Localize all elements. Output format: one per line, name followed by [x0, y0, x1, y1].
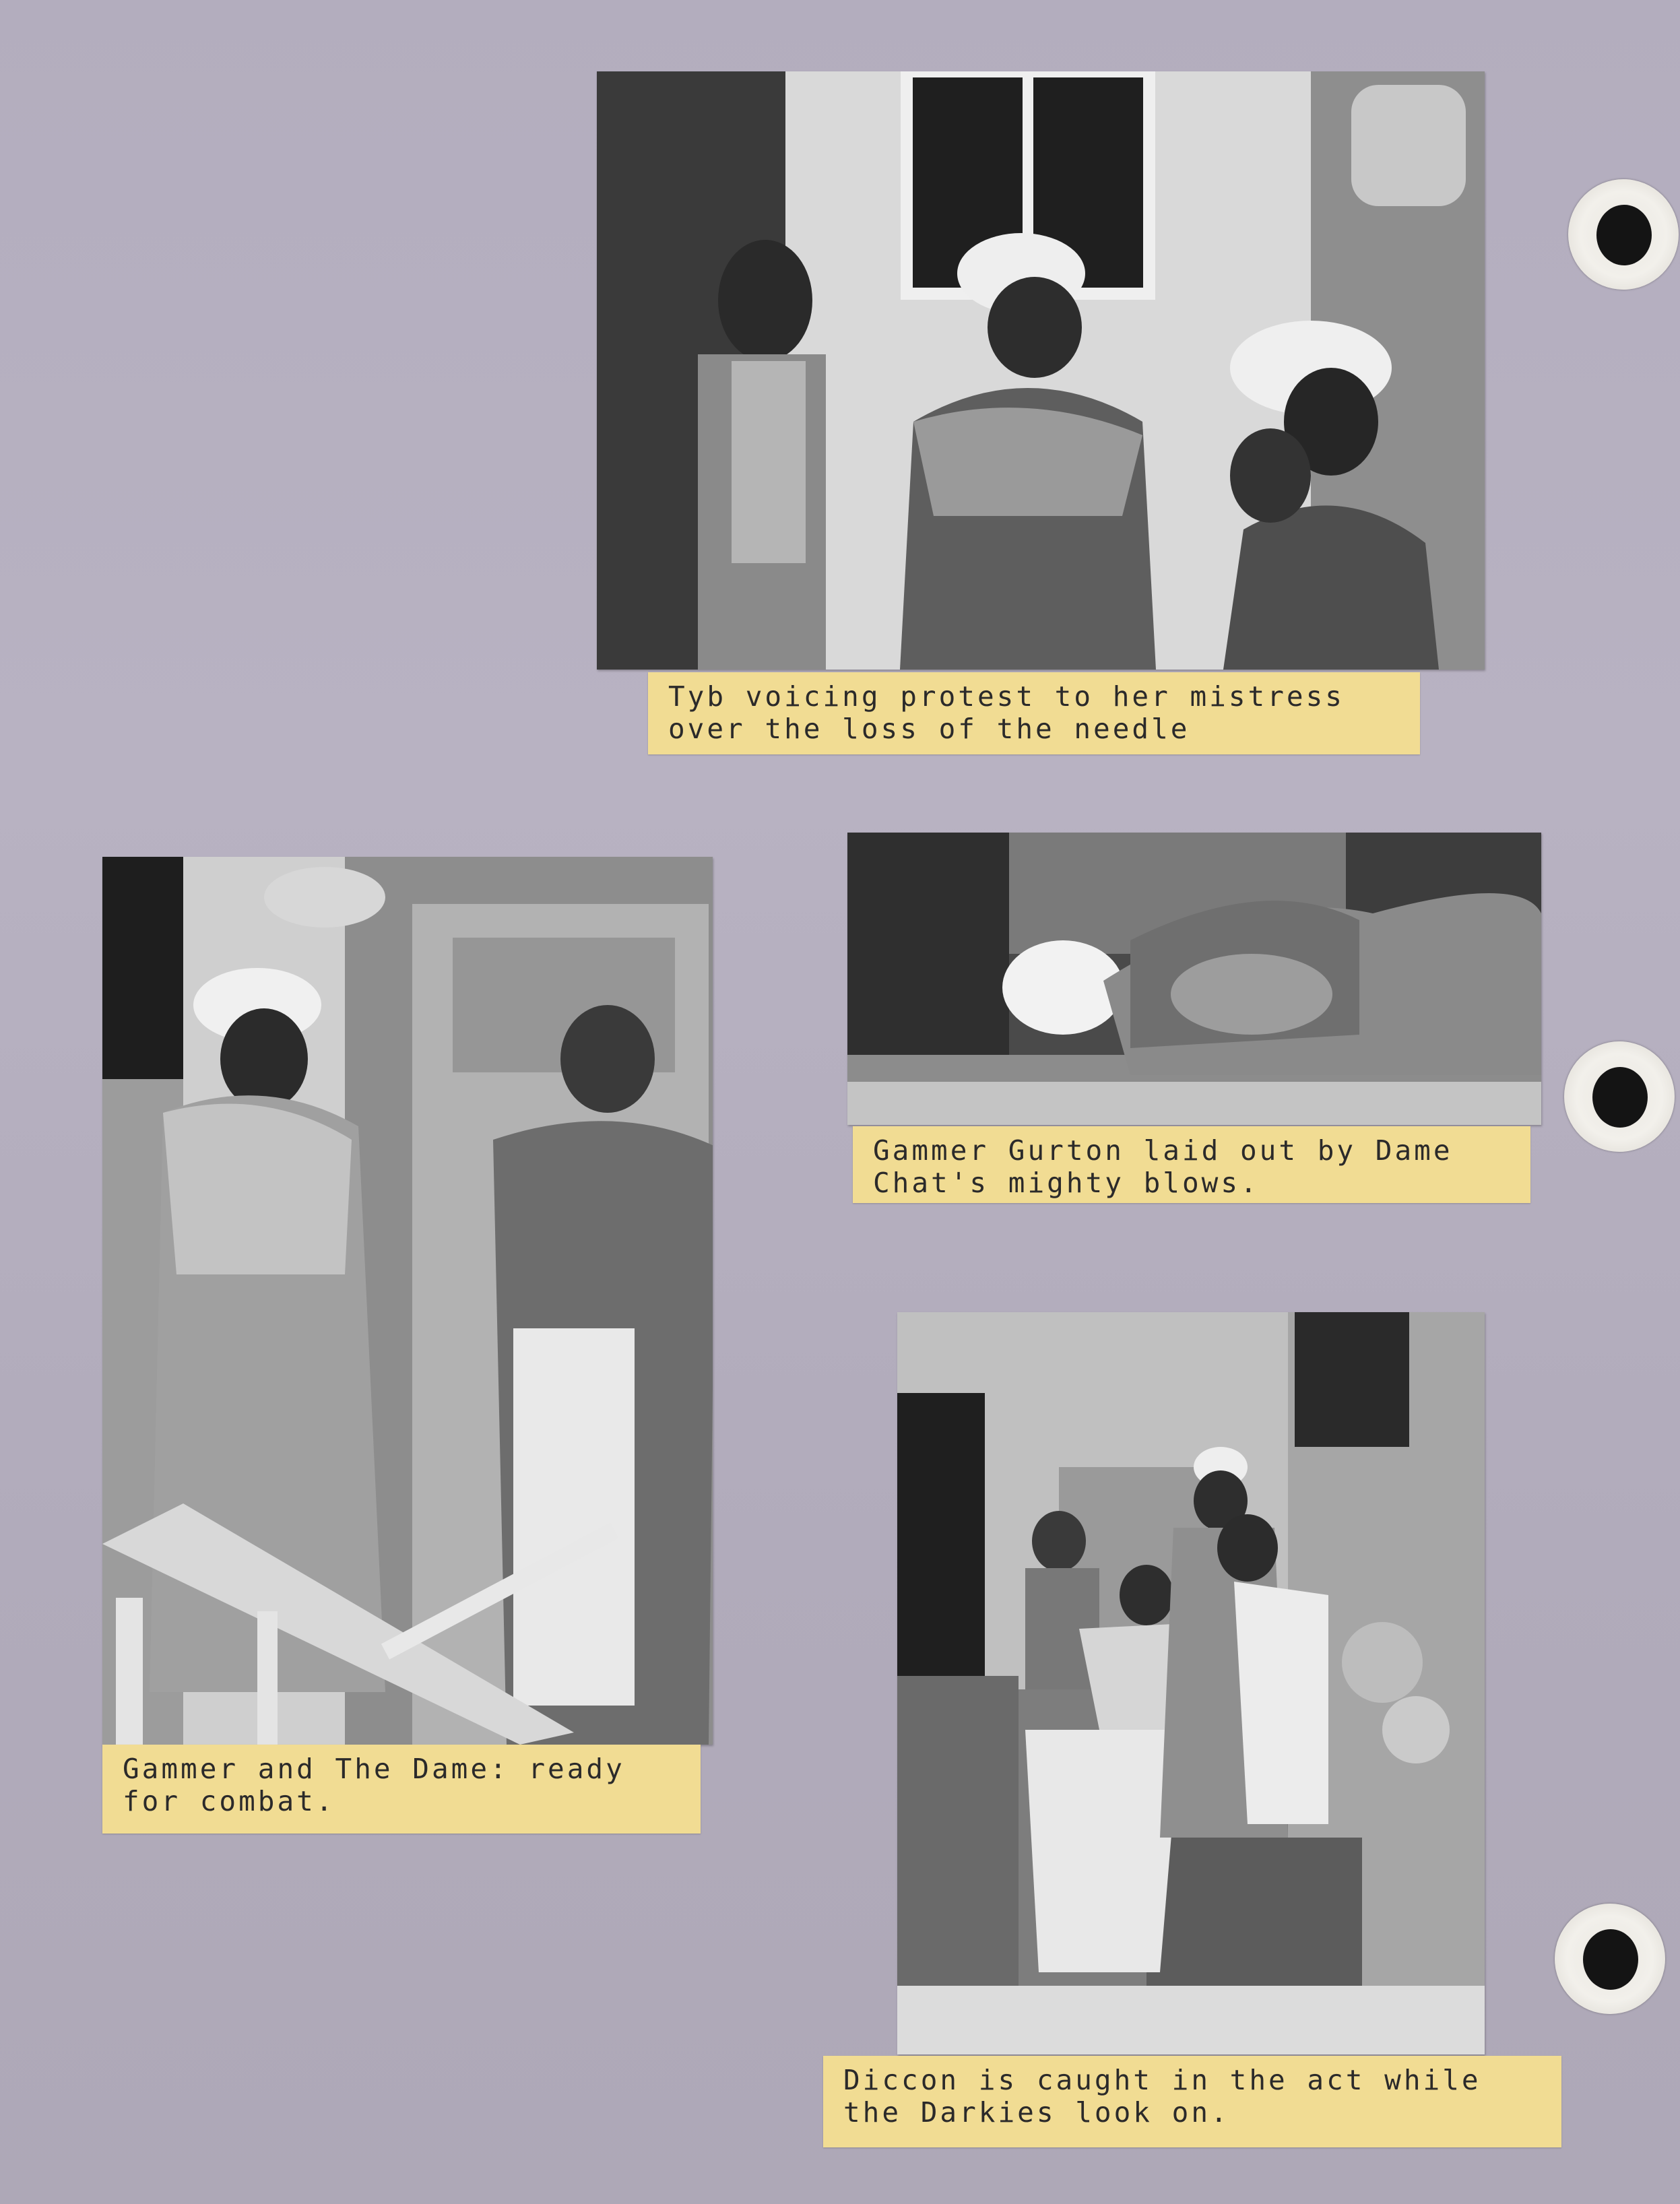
- photo-gammer-and-dame: [102, 857, 713, 1745]
- photo-tyb-protest: [597, 71, 1485, 670]
- binder-hole-icon: [1568, 179, 1679, 290]
- photo-gammer-gurton-laid-out: [847, 833, 1541, 1125]
- binder-hole-icon: [1564, 1041, 1675, 1152]
- caption-gammer-and-dame: Gammer and The Dame: ready for combat.: [102, 1745, 701, 1834]
- caption-tyb-protest: Tyb voicing protest to her mistress over the loss of the needle: [648, 672, 1420, 754]
- caption-gammer-gurton-laid-out: Gammer Gurton laid out by Dame Chat's mighty blows.: [853, 1126, 1530, 1203]
- binder-hole-icon: [1555, 1904, 1665, 2014]
- photo-diccon-caught: [897, 1312, 1485, 2054]
- caption-diccon-caught: Diccon is caught in the act while the Darkies look on.: [823, 2056, 1561, 2147]
